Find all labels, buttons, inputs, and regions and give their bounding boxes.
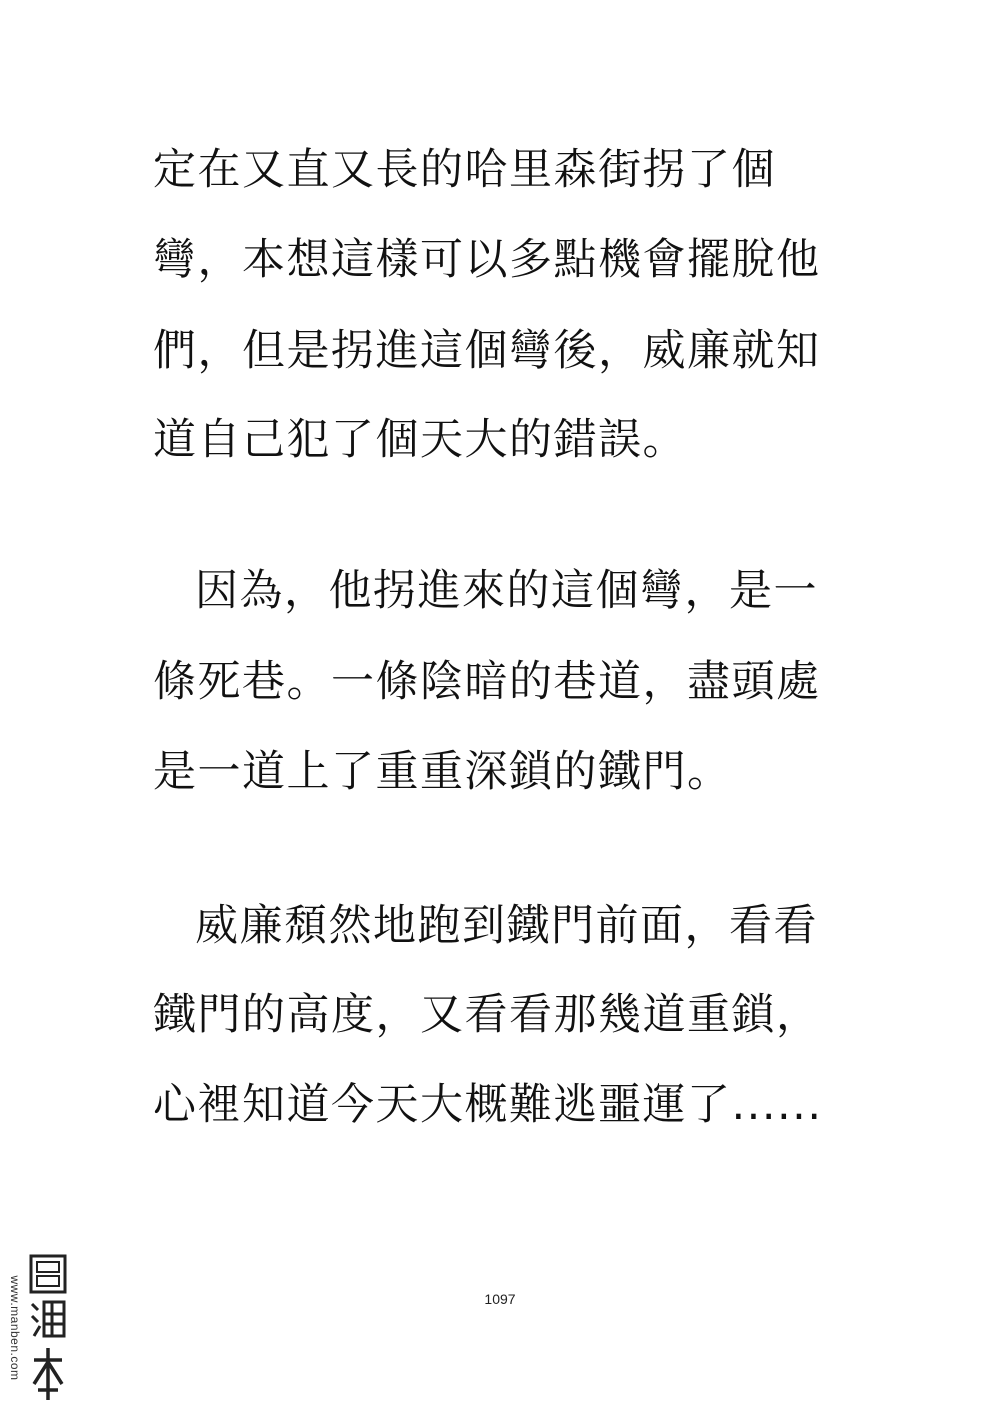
- text-line: 是一道上了重重深鎖的鐵門。: [153, 747, 732, 797]
- text-line: 鐵門的高度，又看看那幾道重鎖，: [153, 990, 821, 1040]
- site-logo-icon: [28, 1252, 68, 1404]
- text-line: 定在又直又長的哈里森街拐了個: [153, 145, 776, 195]
- text-line: 威廉頹然地跑到鐵門前面，看看: [195, 901, 818, 951]
- text-line: 們，但是拐進這個彎後，威廉就知: [153, 326, 821, 376]
- watermark-url: www.manben.com: [8, 1275, 22, 1381]
- page-number: 1097: [484, 1291, 516, 1307]
- text-line: 因為，他拐進來的這個彎，是一: [195, 566, 818, 616]
- text-line: 道自己犯了個天大的錯誤。: [153, 415, 687, 465]
- text-line: 心裡知道今天大概難逃噩運了......: [153, 1080, 823, 1130]
- site-watermark: [6, 1252, 68, 1404]
- text-line: 條死巷。一條陰暗的巷道，盡頭處: [153, 657, 821, 707]
- text-line: 彎，本想這樣可以多點機會擺脫他: [153, 235, 821, 285]
